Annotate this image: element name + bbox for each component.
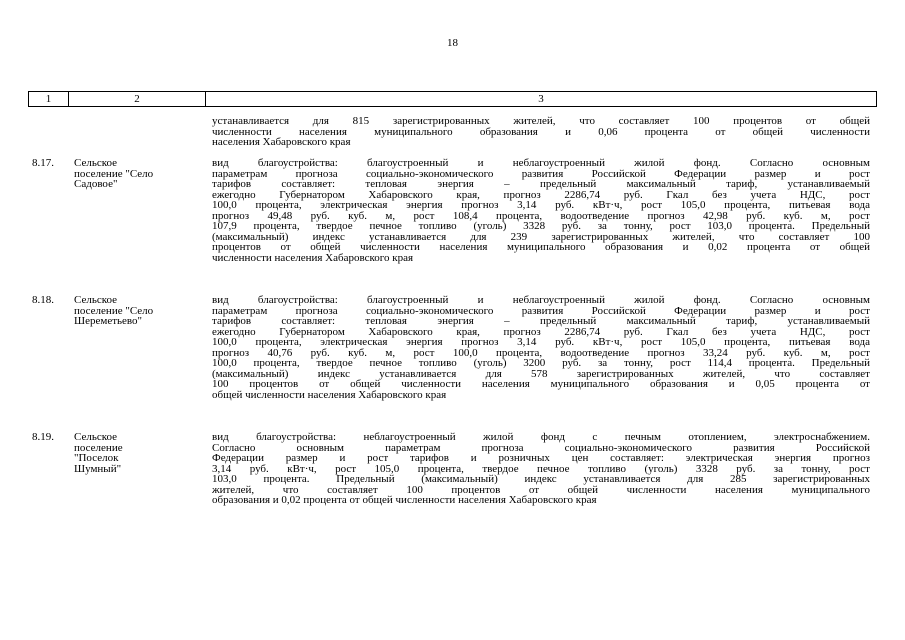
- page-number: 18: [447, 37, 458, 49]
- text-line: 100,0 процента, твердое печное топливо (уголь) 3200 руб. за тонну, рост 114,4 процента. Предельный: [212, 357, 870, 369]
- text-line: 107,9 процента, твердое печное топливо (уголь) 3328 руб. за тонну, рост 103,0 процента. Предельный: [212, 220, 870, 232]
- row-description: [212, 158, 870, 263]
- text-line: численности населения муниципального образования и 0,06 процента от общей численности: [212, 125, 870, 138]
- name-line: поселение "Село: [74, 304, 154, 317]
- text-line: прогноз 49,48 руб. куб. м, рост 108,4 процента, водоотведение прогноз 42,98 руб. куб. м, рост: [212, 209, 870, 222]
- row-number: 8.17.: [32, 157, 54, 169]
- text-line: Согласно основным параметрам прогноза социально-экономического развития Российской: [212, 441, 870, 454]
- table-header-row: [28, 91, 877, 107]
- row-description: [212, 432, 870, 506]
- text-line: вид благоустройства: благоустроенный и неблагоустроенный жилой фонд. Согласно основным: [212, 294, 870, 306]
- text-line: вид благоустройства: благоустроенный и неблагоустроенный жилой фонд. Согласно основным: [212, 157, 870, 169]
- header-col-2: 2: [69, 92, 206, 106]
- text-line: численности населения Хабаровского края: [212, 251, 414, 264]
- settlement-name: [74, 432, 202, 474]
- header-col-1: 1: [29, 92, 69, 106]
- text-line: устанавливается для 815 зарегистрированных жителей, что составляет 100 процентов от общей: [212, 115, 870, 127]
- text-line: общей численности населения Хабаровского края: [212, 388, 447, 401]
- text-line: прогноз 40,76 руб. куб. м, рост 100,0 процента, водоотведение прогноз 33,24 руб. куб. м, рост: [212, 346, 870, 359]
- text-line: 100,0 процента, электрическая энергия прогноз 3,14 руб. кВт·ч, рост 105,0 процента, питьевая вода: [212, 199, 870, 211]
- text-line: ежегодно Губернатором Хабаровского края, прогноз 2286,74 руб. Гкал без учета НДС, рост: [212, 188, 870, 201]
- text-line: населения Хабаровского края: [212, 136, 351, 148]
- name-line: Шереметьево": [74, 315, 143, 327]
- name-line: Сельское: [74, 431, 118, 443]
- text-line: (максимальный) индекс устанавливается для 239 зарегистрированных жителей, что составляет 100: [212, 230, 870, 243]
- text-line: тарифов составляет: тепловая энергия – предельный максимальный тариф, устанавливаемый: [212, 315, 870, 327]
- text-line: тарифов составляет: тепловая энергия – предельный максимальный тариф, устанавливаемый: [212, 178, 870, 190]
- text-line: 100,0 процента, электрическая энергия прогноз 3,14 руб. кВт·ч, рост 105,0 процента, питьевая вода: [212, 336, 870, 348]
- text-line: жителей, что составляет 100 процентов от общей численности населения муниципального: [212, 483, 870, 496]
- text-line: вид благоустройства: неблагоустроенный жилой фонд с печным отоплением, электроснабжением.: [212, 431, 870, 443]
- text-line: 100 процентов от общей численности населения муниципального образования и 0,05 процента от: [212, 378, 870, 390]
- text-line: 103,0 процента. Предельный (максимальный) индекс устанавливается для 285 зарегистрированных: [212, 473, 870, 485]
- settlement-name: [74, 295, 202, 327]
- text-line: параметрам прогноза социально-экономического развития Российской Федерации размер и рост: [212, 304, 870, 317]
- text-line: Федерации размер и рост тарифов и розничных цен составляет: электрическая энергия прогноз: [212, 452, 870, 464]
- text-line: процентов от общей численности населения муниципального образования и 0,02 процента от общей: [212, 241, 870, 253]
- continuation-text: [212, 116, 870, 148]
- name-line: Садовое": [74, 178, 118, 190]
- text-line: (максимальный) индекс устанавливается для 578 зарегистрированных жителей, что составляет: [212, 367, 870, 380]
- name-line: Шумный": [74, 462, 122, 475]
- name-line: поселение: [74, 441, 123, 454]
- row-description: [212, 295, 870, 400]
- text-line: параметрам прогноза социально-экономического развития Российской Федерации размер и рост: [212, 167, 870, 180]
- settlement-name: [74, 158, 202, 190]
- text-line: 3,14 руб. кВт·ч, рост 105,0 процента, твердое печное топливо (уголь) 3328 руб. за тонну, рост: [212, 462, 870, 475]
- text-line: образования и 0,02 процента от общей численности населения Хабаровского края: [212, 494, 597, 506]
- header-col-3: 3: [538, 93, 544, 105]
- name-line: поселение "Село: [74, 167, 154, 180]
- text-line: ежегодно Губернатором Хабаровского края, прогноз 2286,74 руб. Гкал без учета НДС, рост: [212, 325, 870, 338]
- row-number: 8.19.: [32, 431, 54, 443]
- row-number: 8.18.: [32, 294, 54, 306]
- name-line: Сельское: [74, 294, 118, 306]
- name-line: "Поселок: [74, 452, 119, 464]
- name-line: Сельское: [74, 157, 118, 169]
